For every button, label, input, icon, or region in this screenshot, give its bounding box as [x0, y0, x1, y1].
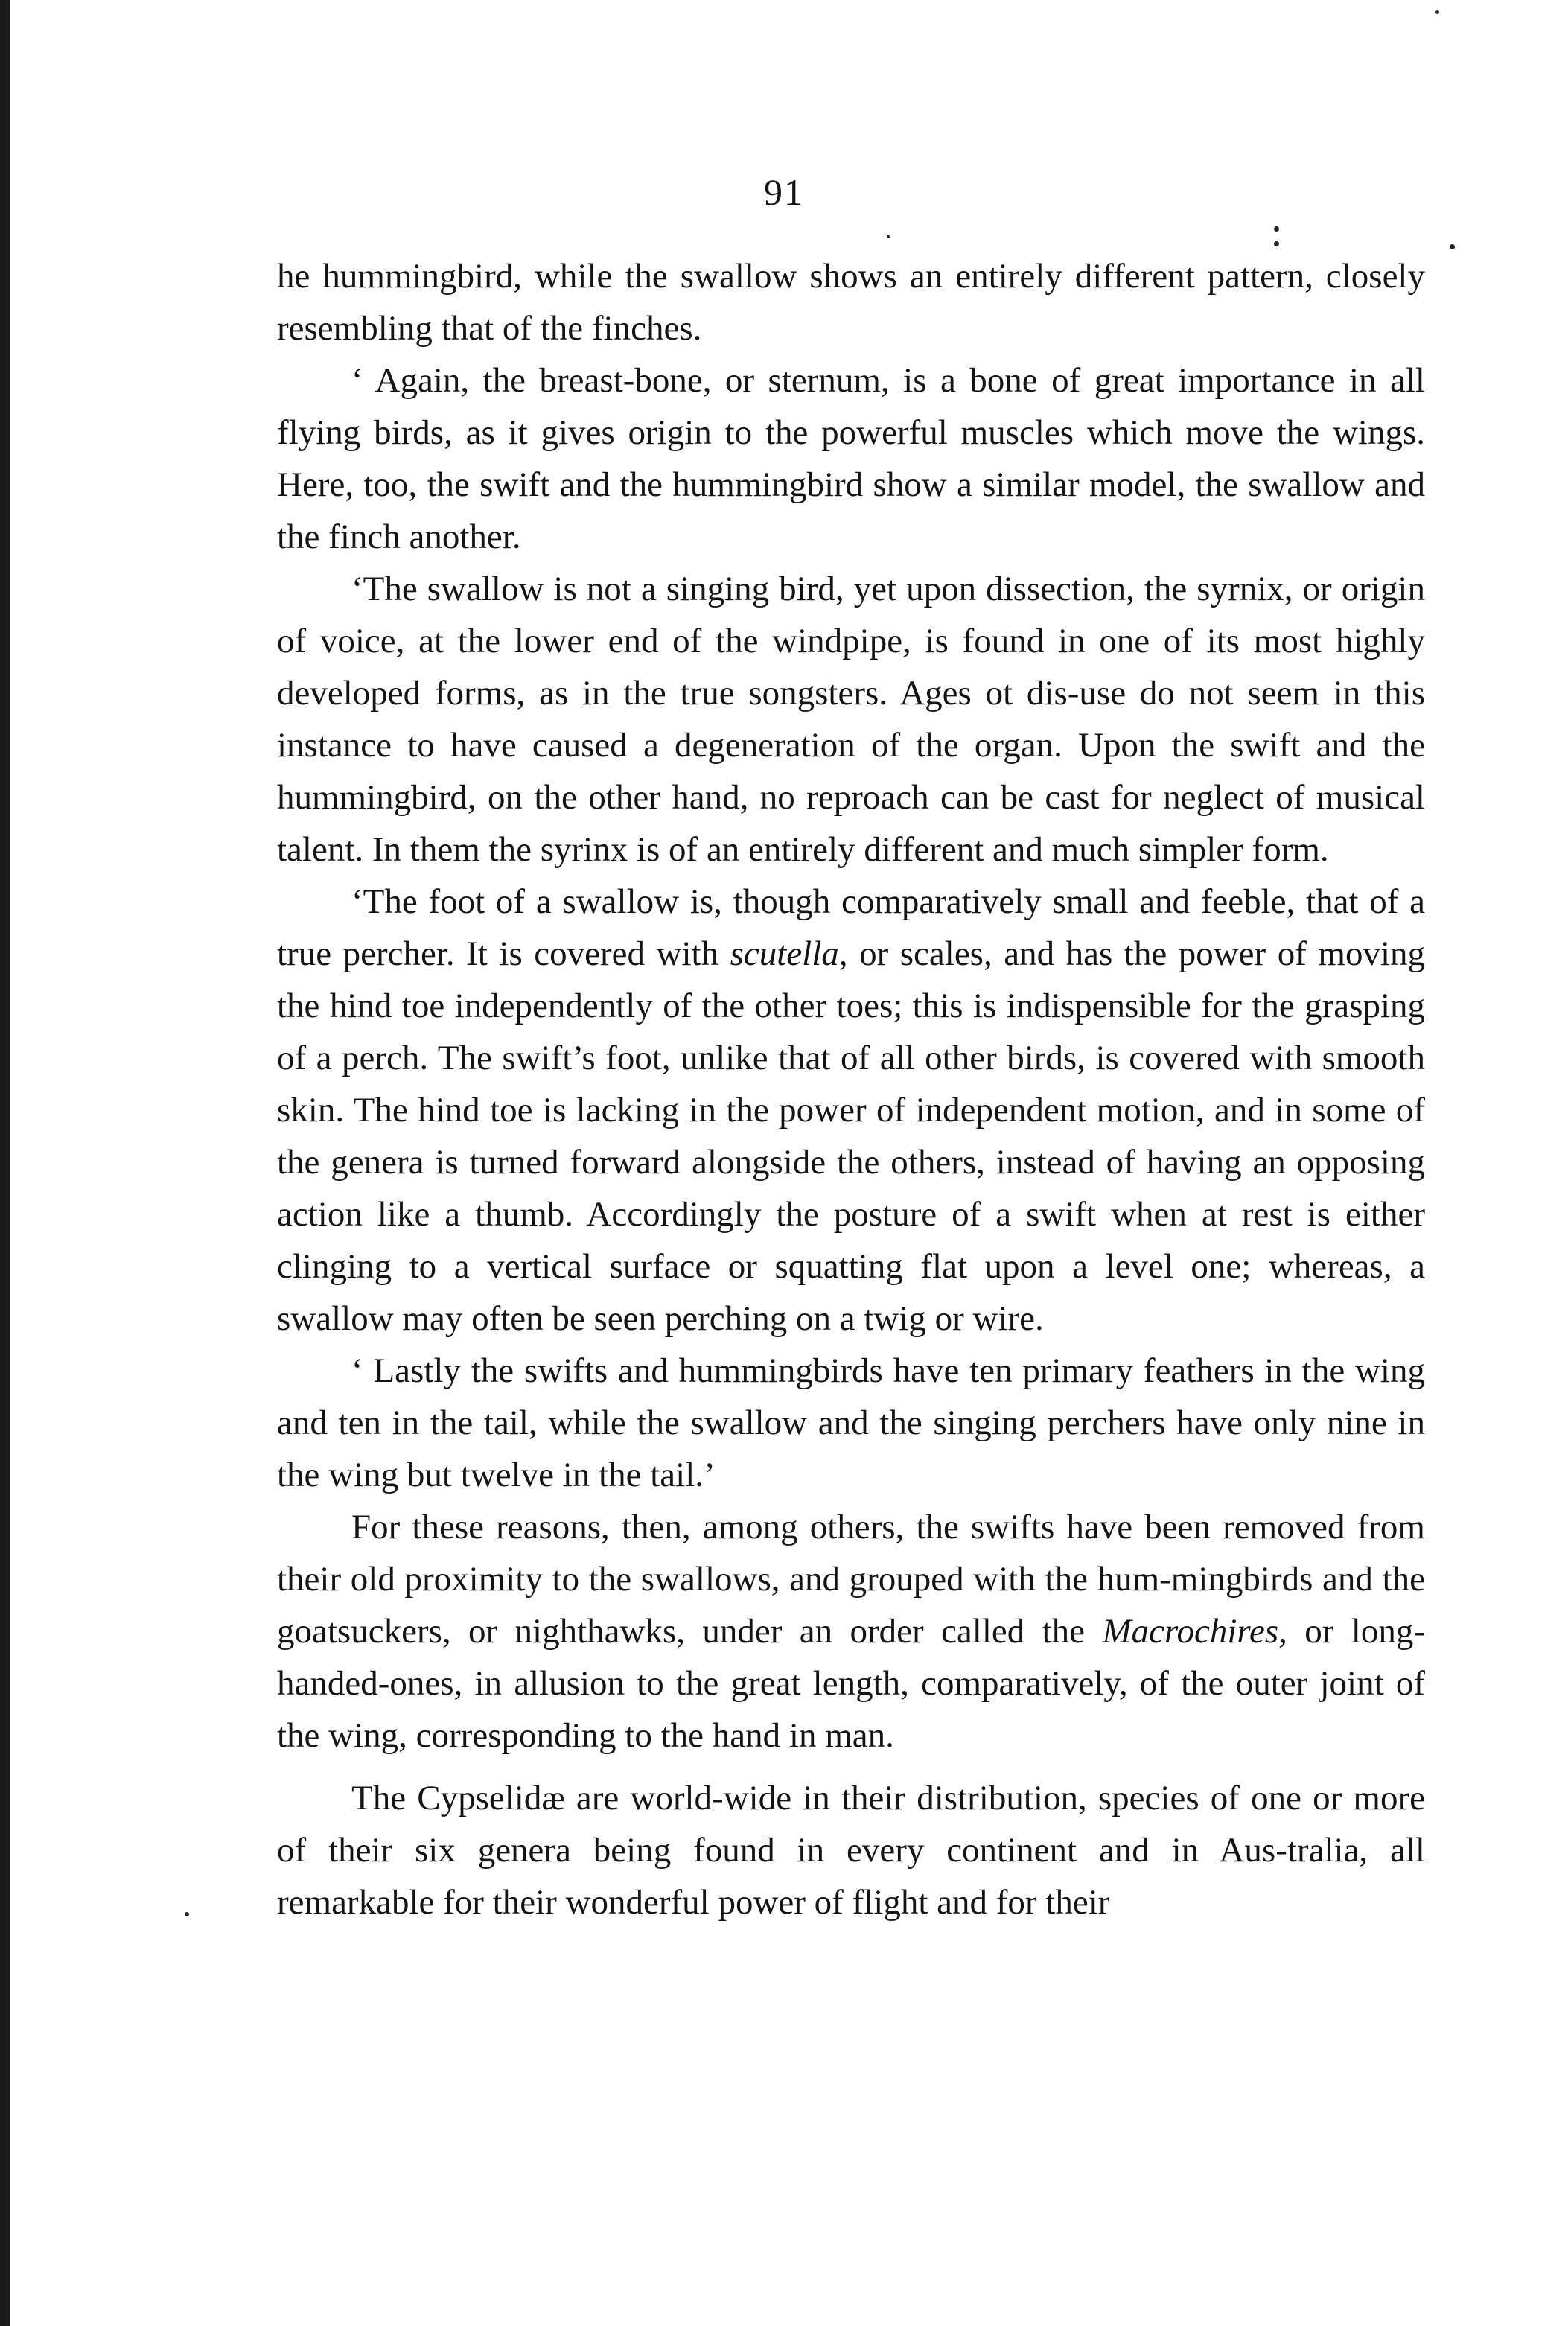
italic-term: scutella: [730, 934, 839, 973]
paragraph: [277, 1772, 1425, 1928]
body-text: [277, 250, 1425, 1928]
text-run: ‘The foot of a swallow is, though comparatively small and feeble, that of a true percher. It is covered with: [277, 882, 1425, 973]
paragraph: [277, 876, 1425, 1345]
text-run: , or long-handed-ones, in allusion to the great length, comparatively, of the outer joint of the wing, corresponding to the hand in man.: [277, 1612, 1425, 1755]
paragraph: [277, 1501, 1425, 1762]
scan-speck: [1450, 244, 1455, 249]
text-run: he hummingbird, while the swallow shows an entirely different pattern, closely resembling that of the finches.: [277, 257, 1425, 348]
scan-speck: [1435, 10, 1439, 14]
paragraph: [277, 563, 1425, 876]
text-run: ‘ Again, the breast-bone, or sternum, is a bone of great importance in all flying birds, as it gives origin to the powerful muscles which move the wings. Here, too, the swift and the hummingbird show a similar model, the swallow and the finch another.: [277, 361, 1425, 556]
text-run: ‘ Lastly the swifts and hummingbirds have ten primary feathers in the wing and ten in the tail, while the swallow and the singing perchers have only nine in the wing but twelve in the tail.’: [277, 1351, 1425, 1494]
scan-margin-edge: [0, 0, 10, 2326]
text-run: ‘The swallow is not a singing bird, yet upon dissection, the syrnix, or origin of voice, at the lower end of the windpipe, is found in one of its most highly developed forms, as in the true songsters. Ages ot dis-use do not seem in this instance to have caused a degeneration of the organ. Upon the swift and the hummingbird, on the other hand, no reproach can be cast for neglect of musical talent. In them the syrinx is of an entirely different and much simpler form.: [277, 570, 1425, 869]
paragraph: [277, 1345, 1425, 1501]
scan-speck: [1274, 226, 1279, 232]
text-run: For these reasons, then, among others, the swifts have been removed from their old proximity to the swallows, and grouped with the hum-mingbirds and the goatsuckers, or nighthawks, under an order called the: [277, 1508, 1425, 1651]
scan-speck: [1274, 241, 1279, 246]
page-number: 91: [764, 171, 804, 213]
scan-speck: [185, 1912, 189, 1916]
scan-speck: [887, 235, 890, 238]
italic-term: Macrochires: [1102, 1612, 1279, 1651]
paragraph: [277, 250, 1425, 354]
paragraph: [277, 354, 1425, 563]
text-run: The Cypselidæ are world-wide in their distribution, species of one or more of their six genera being found in every continent and in Aus-tralia, all remarkable for their wonderful power of flight and for their: [277, 1779, 1425, 1922]
text-run: , or scales, and has the power of moving the hind toe independently of the other toes; this is indispensible for the grasping of a perch. The swift’s foot, unlike that of all other birds, is covered with smooth skin. The hind toe is lacking in the power of independent motion, and in some of the genera is turned forward alongside the others, instead of having an opposing action like a thumb. Accordingly the posture of a swift when at rest is either clinging to a vertical surface or squatting flat upon a level one; whereas, a swallow may often be seen perching on a twig or wire.: [277, 934, 1426, 1338]
